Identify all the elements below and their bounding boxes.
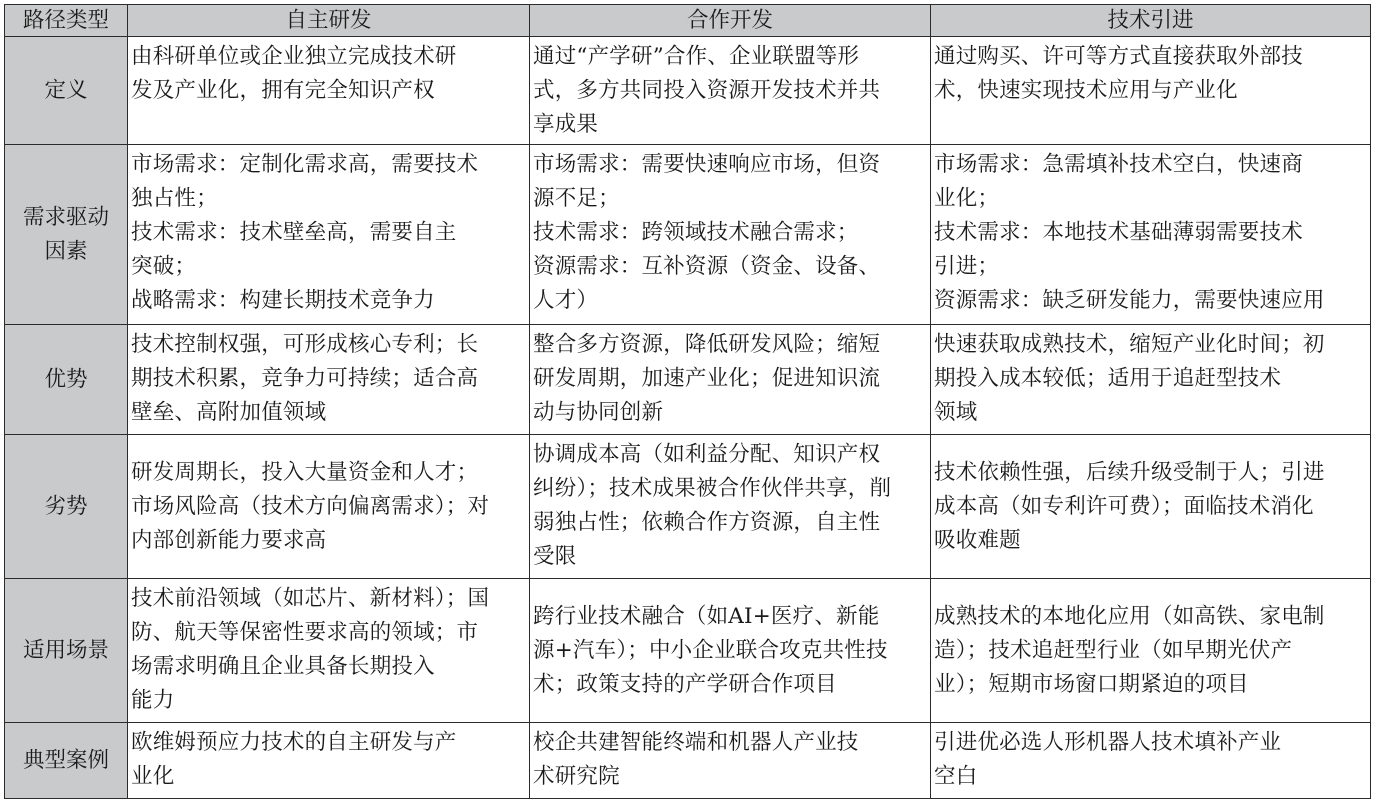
- cell-line: 技术前沿领域（如芯片、新材料）；国: [131, 586, 490, 611]
- row-label-scenarios: 适用场景: [5, 579, 128, 723]
- table-row-definition: [5, 37, 1371, 145]
- cell-advantages-introduction: [931, 325, 1371, 435]
- cell-line: 期技术积累，竞争力可持续；适合高: [131, 366, 479, 391]
- cell-line: 纠纷）；技术成果被合作伙伴共享，削: [533, 476, 892, 501]
- cell-line: 研发周期，加速产业化；促进知识流: [533, 366, 881, 391]
- cell-scenarios-independent: [128, 579, 530, 723]
- cell-line: 快速获取成熟技术，缩短产业化时间；初: [934, 332, 1325, 357]
- cell-scenarios-cooperative: [530, 579, 931, 723]
- cell-line: 场需求明确且企业具备长期投入: [131, 654, 435, 679]
- cell-line: 发及产业化，拥有完全知识产权: [131, 78, 435, 103]
- cell-line: 技术需求：跨领域技术融合需求；: [533, 220, 859, 245]
- cell-line: 资源需求：缺乏研发能力，需要快速应用: [934, 288, 1325, 313]
- cell-cases-independent: [128, 723, 530, 799]
- cell-line: 技术依赖性强，后续升级受制于人；引进: [934, 460, 1325, 485]
- header-row: [5, 5, 1371, 37]
- cell-line: 欧维姆预应力技术的自主研发与产: [131, 730, 457, 755]
- row-label-advantages: 优势: [5, 325, 128, 435]
- cell-disadvantages-cooperative: [530, 435, 931, 579]
- cell-line: 享成果: [533, 112, 599, 137]
- cell-definition-cooperative: [530, 37, 931, 145]
- cell-advantages-independent: [128, 325, 530, 435]
- header-independent-rd: 自主研发: [128, 5, 530, 37]
- row-label-disadvantages: 劣势: [5, 435, 128, 579]
- header-cooperative-development: 合作开发: [530, 5, 931, 37]
- cell-line: 成熟技术的本地化应用（如高铁、家电制: [934, 604, 1325, 629]
- cell-line: 能力: [131, 688, 175, 713]
- cell-line: 协调成本高（如利益分配、知识产权: [533, 442, 881, 467]
- cell-line: 式，多方共同投入资源开发技术并共: [533, 78, 881, 103]
- cell-line: 技术需求：本地技术基础薄弱需要技术: [934, 220, 1303, 245]
- cell-line: 市场需求：急需填补技术空白，快速商: [934, 152, 1303, 177]
- cell-line: 市场需求：定制化需求高，需要技术: [131, 152, 479, 177]
- cell-line: 独占性；: [131, 186, 218, 211]
- cell-line: 吸收难题: [934, 528, 1021, 553]
- cell-line: 壁垒、高附加值领域: [131, 400, 327, 425]
- cell-line: 引进优必选人形机器人技术填补产业: [934, 730, 1282, 755]
- header-technology-introduction: 技术引进: [931, 5, 1371, 37]
- cell-line: 人才）: [533, 288, 599, 313]
- cell-line: 术研究院: [533, 764, 620, 789]
- cell-line: 业化: [131, 764, 175, 789]
- cell-line: 市场需求：需要快速响应市场，但资: [533, 152, 881, 177]
- cell-line: 校企共建智能终端和机器人产业技: [533, 730, 859, 755]
- cell-line: 造）；技术追赶型行业（如早期光伏产: [934, 638, 1293, 663]
- cell-line: 期投入成本较低；适用于追赶型技术: [934, 366, 1282, 391]
- cell-definition-independent: [128, 37, 530, 145]
- cell-line: 领域: [934, 400, 978, 425]
- cell-line: 源+汽车）；中小企业联合攻克共性技: [533, 638, 888, 663]
- cell-advantages-cooperative: [530, 325, 931, 435]
- cell-line: 整合多方资源，降低研发风险；缩短: [533, 332, 881, 357]
- cell-drivers-introduction: [931, 145, 1371, 325]
- cell-line: 源不足；: [533, 186, 620, 211]
- cell-drivers-cooperative: [530, 145, 931, 325]
- cell-line: 市场风险高（技术方向偏离需求）；对: [131, 494, 490, 519]
- cell-line: 术；政策支持的产学研合作项目: [533, 672, 837, 697]
- row-label-definition: 定义: [5, 37, 128, 145]
- cell-drivers-independent: [128, 145, 530, 325]
- cell-line: 引进；: [934, 254, 1000, 279]
- table-row-disadvantages: [5, 435, 1371, 579]
- cell-disadvantages-independent: [128, 435, 530, 579]
- cell-line: 研发周期长，投入大量资金和人才；: [131, 460, 479, 485]
- cell-cases-cooperative: [530, 723, 931, 799]
- cell-line: 防、航天等保密性要求高的领域；市: [131, 620, 479, 645]
- cell-line: 业化；: [934, 186, 1000, 211]
- cell-line: 技术需求：技术壁垒高，需要自主: [131, 220, 457, 245]
- row-label-typical-cases: 典型案例: [5, 723, 128, 799]
- table-row-typical-cases: [5, 723, 1371, 799]
- row-label-text: 需求驱动因素: [22, 205, 109, 264]
- table-row-scenarios: [5, 579, 1371, 723]
- technology-path-comparison-table: [4, 4, 1371, 799]
- table-row-demand-drivers: [5, 145, 1371, 325]
- cell-line: 通过购买、许可等方式直接获取外部技: [934, 44, 1303, 69]
- header-path-type: 路径类型: [5, 5, 128, 37]
- cell-line: 受限: [533, 544, 577, 569]
- cell-disadvantages-introduction: [931, 435, 1371, 579]
- cell-line: 术，快速实现技术应用与产业化: [934, 78, 1238, 103]
- table-row-advantages: [5, 325, 1371, 435]
- cell-line: 弱独占性；依赖合作方资源，自主性: [533, 510, 881, 535]
- cell-line: 由科研单位或企业独立完成技术研: [131, 44, 457, 69]
- cell-line: 战略需求：构建长期技术竞争力: [131, 288, 435, 313]
- cell-line: 动与协同创新: [533, 400, 664, 425]
- cell-line: 技术控制权强，可形成核心专利；长: [131, 332, 479, 357]
- cell-line: 业）；短期市场窗口期紧迫的项目: [934, 672, 1249, 697]
- cell-definition-introduction: [931, 37, 1371, 145]
- cell-line: 通过“产学研”合作、企业联盟等形: [533, 44, 860, 69]
- row-label-demand-drivers: [5, 145, 128, 325]
- cell-line: 成本高（如专利许可费）；面临技术消化: [934, 494, 1314, 519]
- cell-cases-introduction: [931, 723, 1371, 799]
- cell-line: 内部创新能力要求高: [131, 528, 327, 553]
- cell-line: 突破；: [131, 254, 197, 279]
- cell-scenarios-introduction: [931, 579, 1371, 723]
- cell-line: 空白: [934, 764, 978, 789]
- cell-line: 资源需求：互补资源（资金、设备、: [533, 254, 881, 279]
- cell-line: 跨行业技术融合（如AI+医疗、新能: [533, 604, 880, 629]
